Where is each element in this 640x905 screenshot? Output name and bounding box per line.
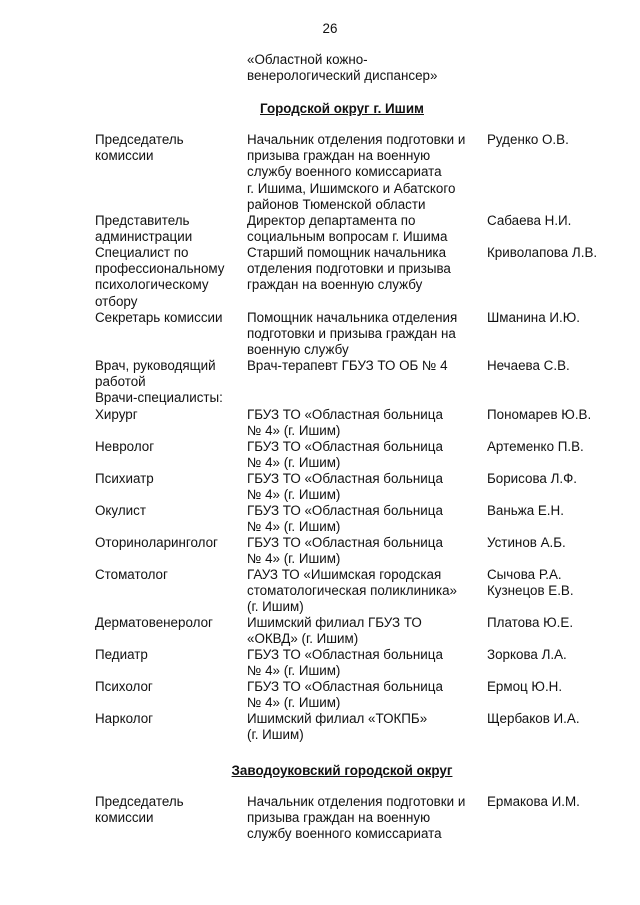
role-cell: Председатель комиссии <box>95 794 184 826</box>
section-heading-zavodoukovsk: Заводоуковский городской округ <box>231 763 453 778</box>
role-cell: Специалист по профессиональному психологическому отбору <box>95 245 225 309</box>
role-cell: Окулист <box>95 503 146 518</box>
table-row <box>95 245 615 310</box>
role-cell: Врач, руководящий работой Врачи-специалисты: <box>95 358 223 406</box>
name-cell: Криволапова Л.В. <box>487 245 598 260</box>
table-row <box>95 439 615 471</box>
table-row <box>95 132 615 213</box>
name-cell: Сабаева Н.И. <box>487 213 572 228</box>
position-cell: Старший помощник начальника отделения подготовки и призыва граждан на военную службу <box>247 245 451 293</box>
page-number: 26 <box>322 21 338 36</box>
continued-text: «Областной кожно- венерологический диспансер» <box>247 52 438 84</box>
position-cell: Начальник отделения подготовки и призыва граждан на военную службу военного комиссариата г. Ишима, Ишимского и Абатского районов Тюменской области <box>247 132 466 212</box>
role-cell: Психолог <box>95 679 153 694</box>
position-cell: ГБУЗ ТО «Областная больница № 4» (г. Ишим) <box>247 439 443 471</box>
table-row <box>95 503 615 535</box>
position-cell: ГБУЗ ТО «Областная больница № 4» (г. Ишим) <box>247 535 443 567</box>
position-cell: Ишимский филиал ГБУЗ ТО «ОКВД» (г. Ишим) <box>247 615 422 647</box>
position-cell: ГБУЗ ТО «Областная больница № 4» (г. Ишим) <box>247 407 443 439</box>
table-row <box>95 213 615 245</box>
name-cell: Платова Ю.Е. <box>487 615 574 630</box>
name-cell: Зоркова Л.А. <box>487 647 567 662</box>
position-cell: Помощник начальника отделения подготовки и призыва граждан на военную службу <box>247 310 458 358</box>
role-cell: Невролог <box>95 439 155 454</box>
section-heading-ishim: Городской округ г. Ишим <box>260 101 424 116</box>
table-row <box>95 358 615 407</box>
position-cell: Директор департамента по социальным вопросам г. Ишима <box>247 213 448 245</box>
position-cell: ГАУЗ ТО «Ишимская городская стоматологическая поликлиника» (г. Ишим) <box>247 567 458 615</box>
role-cell: Хирург <box>95 407 138 422</box>
position-cell: ГБУЗ ТО «Областная больница № 4» (г. Ишим) <box>247 679 443 711</box>
role-cell: Представитель администрации <box>95 213 193 245</box>
name-cell: Нечаева С.В. <box>487 358 570 373</box>
table-row <box>95 647 615 679</box>
table-row <box>95 310 615 358</box>
table-row <box>95 711 615 743</box>
name-cell: Пономарев Ю.В. <box>487 407 592 422</box>
position-cell: ГБУЗ ТО «Областная больница № 4» (г. Ишим) <box>247 471 443 503</box>
position-cell: ГБУЗ ТО «Областная больница № 4» (г. Ишим) <box>247 503 443 535</box>
commission-table-ishim <box>95 132 615 743</box>
table-row <box>95 615 615 647</box>
table-row <box>95 794 615 843</box>
position-cell: Ишимский филиал «ТОКПБ» (г. Ишим) <box>247 711 428 743</box>
name-cell: Артеменко П.В. <box>487 439 584 454</box>
name-cell: Руденко О.В. <box>487 132 569 147</box>
role-cell: Нарколог <box>95 711 154 726</box>
role-cell: Секретарь комиссии <box>95 310 223 325</box>
position-cell: ГБУЗ ТО «Областная больница № 4» (г. Ишим) <box>247 647 443 679</box>
name-cell: Борисова Л.Ф. <box>487 471 577 486</box>
position-cell: Начальник отделения подготовки и призыва граждан на военную службу военного комиссариата <box>247 794 466 842</box>
role-cell: Стоматолог <box>95 567 168 582</box>
name-cell: Устинов А.Б. <box>487 535 566 550</box>
name-cell: Шманина И.Ю. <box>487 310 580 325</box>
table-row <box>95 535 615 567</box>
name-cell: Ермакова И.М. <box>487 794 580 809</box>
table-row <box>95 679 615 711</box>
name-cell: Сычова Р.А. Кузнецов Е.В. <box>487 567 574 599</box>
role-cell: Психиатр <box>95 471 154 486</box>
role-cell: Председатель комиссии <box>95 132 184 164</box>
table-row <box>95 567 615 615</box>
role-cell: Педиатр <box>95 647 148 662</box>
position-cell: Врач-терапевт ГБУЗ ТО ОБ № 4 <box>247 358 448 373</box>
name-cell: Щербаков И.А. <box>487 711 580 726</box>
table-row <box>95 407 615 439</box>
role-cell: Дерматовенеролог <box>95 615 213 630</box>
table-row <box>95 471 615 503</box>
commission-table-zavodoukovsk <box>95 794 615 843</box>
name-cell: Ваньжа Е.Н. <box>487 503 564 518</box>
name-cell: Ермоц Ю.Н. <box>487 679 563 694</box>
role-cell: Оториноларинголог <box>95 535 218 550</box>
